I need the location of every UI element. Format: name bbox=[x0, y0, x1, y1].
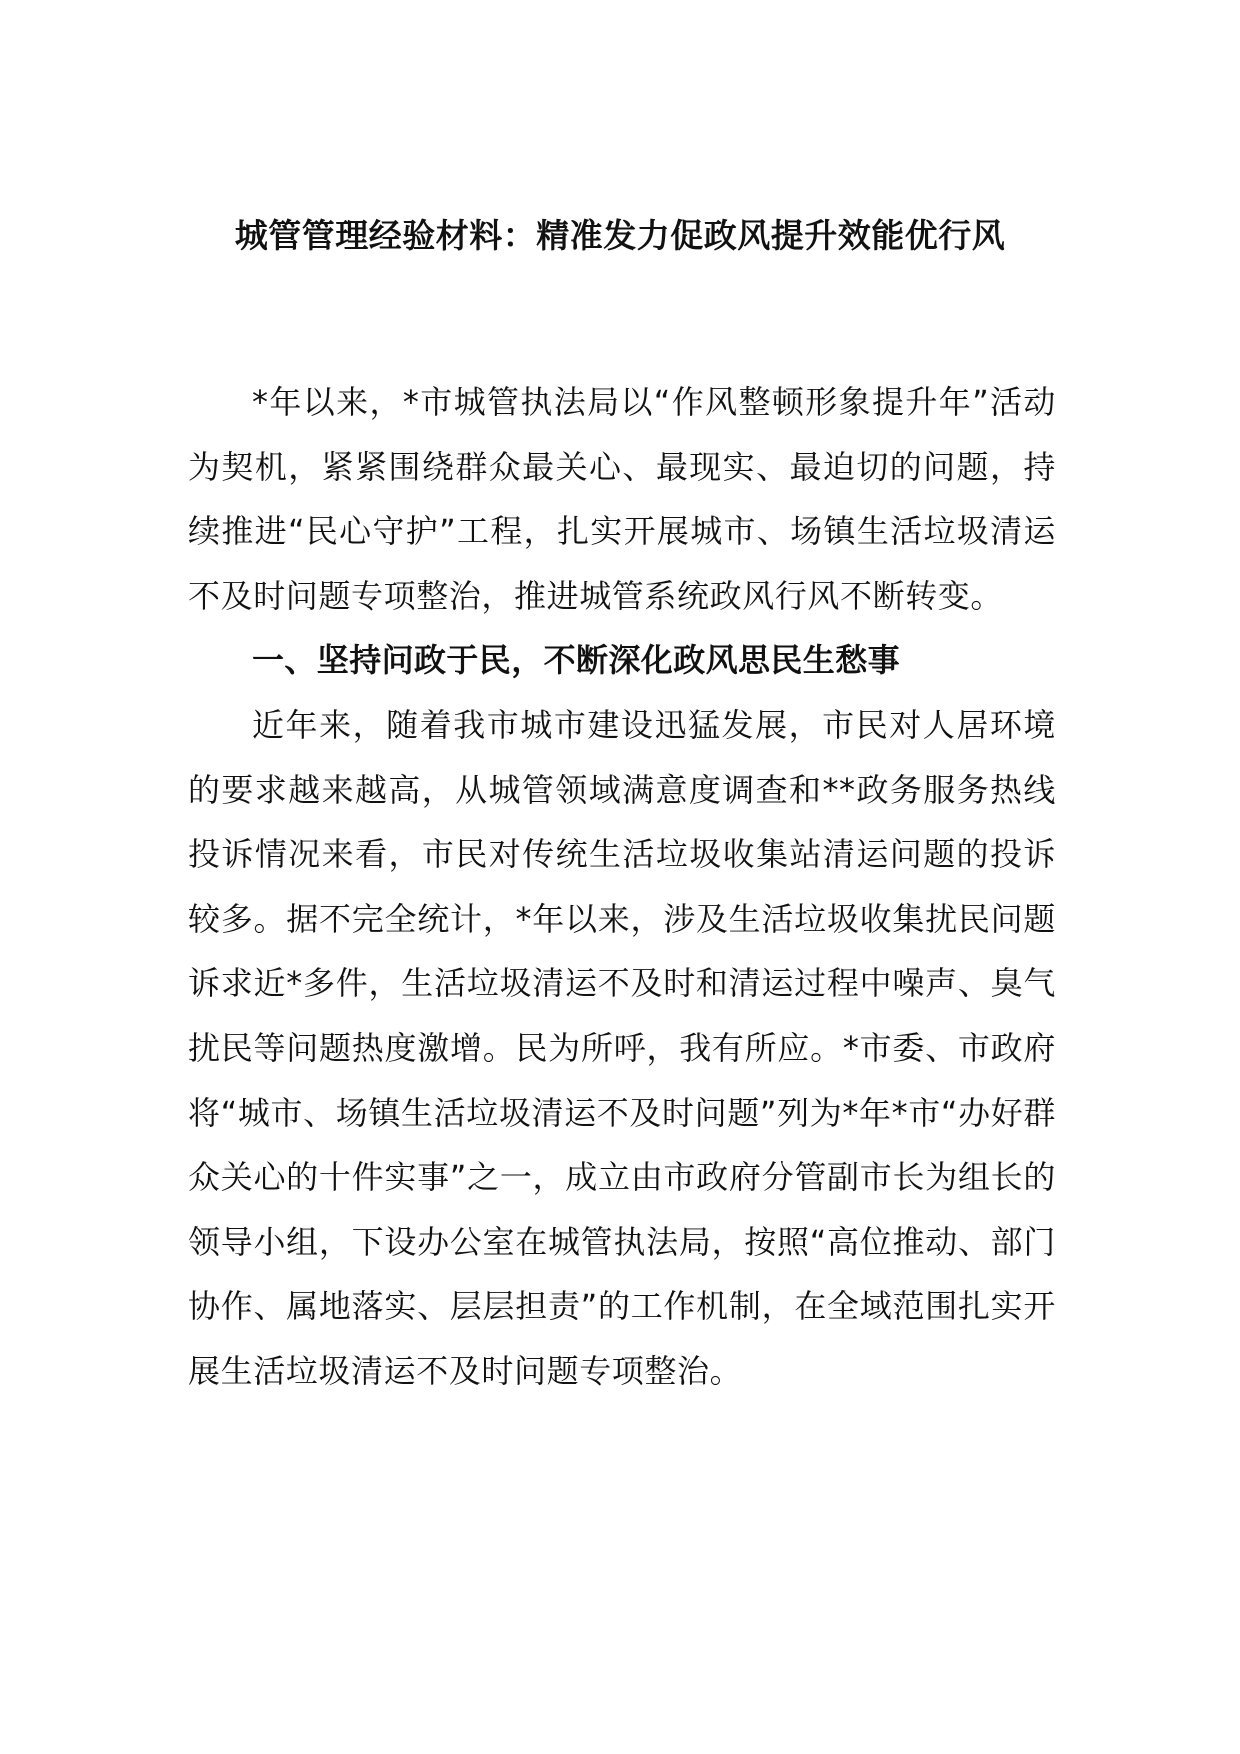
document-title: 城管管理经验材料：精准发力促政风提升效能优行风 bbox=[234, 216, 1006, 255]
document-body bbox=[188, 370, 1056, 1404]
section-1-paragraph: 近年来，随着我市城市建设迅猛发展，市民对人居环境的要求越来越高，从城管领域满意度调查和**政务服务热线投诉情况来看，市民对传统生活垃圾收集站清运问题的投诉较多。据不完全统计，*年以来，涉及生活垃圾收集扰民问题诉求近*多件，生活垃圾清运不及时和清运过程中噪声、臭气扰民等问题热度激增。民为所呼，我有所应。*市委、市政府将“城市、场镇生活垃圾清运不及时问题”列为*年*市“办好群众关心的十件实事”之一，成立由市政府分管副市长为组长的领导小组，下设办公室在城管执法局，按照“高位推动、部门协作、属地落实、层层担责”的工作机制，在全域范围扎实开展生活垃圾清运不及时问题专项整治。 bbox=[188, 705, 1056, 1390]
intro-paragraph: *年以来，*市城管执法局以“作风整顿形象提升年”活动为契机，紧紧围绕群众最关心、最现实、最迫切的问题，持续推进“民心守护”工程，扎实开展城市、场镇生活垃圾清运不及时问题专项整治，推进城管系统政风行风不断转变。 bbox=[188, 383, 1056, 615]
section-heading-1: 一、坚持问政于民，不断深化政风思民生愁事 bbox=[252, 641, 901, 680]
